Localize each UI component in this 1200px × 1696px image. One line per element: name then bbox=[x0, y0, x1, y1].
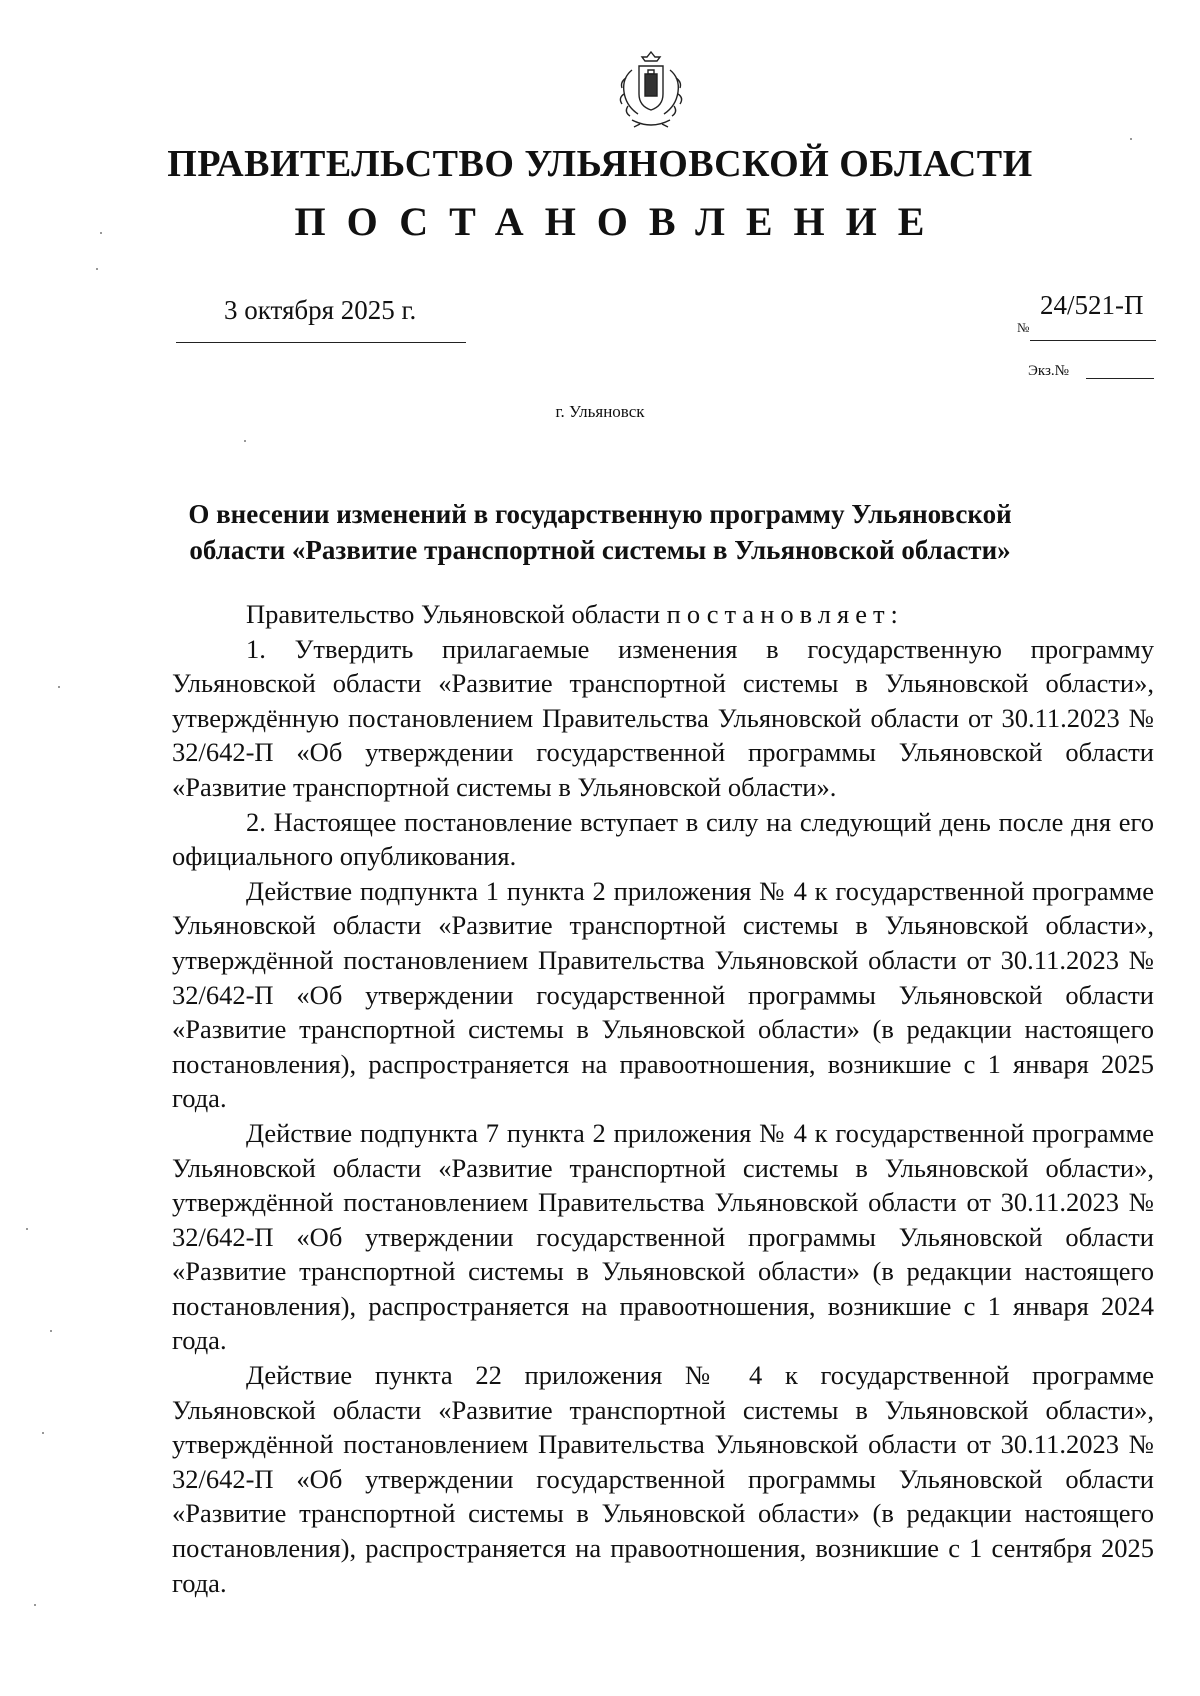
paragraph-item-2: 2. Настоящее постановление вступает в силу на следующий день после дня его официального опубликования. bbox=[172, 806, 1154, 872]
preamble-keyword: постановляет bbox=[666, 599, 891, 629]
paragraph-effect-3: Действие пункта 22 приложения № 4 к государственной программе Ульяновской области «Развитие транспортной системы в Ульяновской области», утверждённой постановлением Правительства Ульяновской области от 30.11.2023 № 32/642-П «Об утверждении государственной программы Ульяновской области «Развитие транспортной системы в Ульяновской области» (в редакции настоящего постановления), распространяется на правоотношения, возникшие с 1 сентября 2025 года. bbox=[172, 1360, 1154, 1598]
number-sign: № bbox=[1017, 320, 1030, 335]
document-number: 24/521-П bbox=[1040, 290, 1144, 320]
paragraph-effect-2: Действие подпункта 7 пункта 2 приложения № 4 к государственной программе Ульяновской области «Развитие транспортной системы в Ульяновской области», утверждённой постановлением Правительства Ульяновской области от 30.11.2023 № 32/642-П «Об утверждении государственной программы Ульяновской области «Развитие транспортной системы в Ульяновской области» (в редакции настоящего постановления), распространяется на правоотношения, возникшие с 1 января 2024 года. bbox=[172, 1117, 1154, 1356]
copy-number-label: Экз.№ bbox=[1028, 363, 1069, 379]
paragraph-effect-1: Действие подпункта 1 пункта 2 приложения № 4 к государственной программе Ульяновской области «Развитие транспортной системы в Ульяновской области», утверждённой постановлением Правительства Ульяновской области от 30.11.2023 № 32/642-П «Об утверждении государственной программы Ульяновской области «Развитие транспортной системы в Ульяновской области» (в редакции настоящего постановления), распространяется на правоотношения, возникшие с 1 января 2025 года. bbox=[172, 875, 1154, 1114]
city-name: г. Ульяновск bbox=[555, 402, 645, 421]
paragraph-item-1: 1. Утвердить прилагаемые изменения в государственную программу Ульяновской области «Развитие транспортной системы в Ульяновской области», утверждённую постановлением Правительства Ульяновской области от 30.11.2023 № 32/642-П «Об утверждении государственной программы Ульяновской области «Развитие транспортной системы в Ульяновской области». bbox=[172, 633, 1154, 802]
document-body bbox=[172, 597, 1154, 1600]
coat-of-arms-emblem bbox=[612, 48, 690, 128]
organization-heading: ПРАВИТЕЛЬСТВО УЛЬЯНОВСКОЙ ОБЛАСТИ bbox=[167, 143, 1033, 185]
number-underline bbox=[1030, 340, 1156, 341]
preamble-colon: : bbox=[890, 599, 898, 629]
document-title: О внесении изменений в государственную программу Ульяновской области «Развитие транспортной системы в Ульяновской области» bbox=[188, 499, 1012, 565]
date-underline bbox=[176, 342, 466, 343]
preamble-text: Правительство Ульяновской области bbox=[246, 599, 667, 629]
preamble bbox=[172, 597, 1154, 632]
document-type-heading: ПОСТАНОВЛЕНИЕ bbox=[294, 199, 946, 244]
copy-number-underline bbox=[1086, 378, 1154, 379]
document-date: 3 октября 2025 г. bbox=[224, 295, 417, 325]
